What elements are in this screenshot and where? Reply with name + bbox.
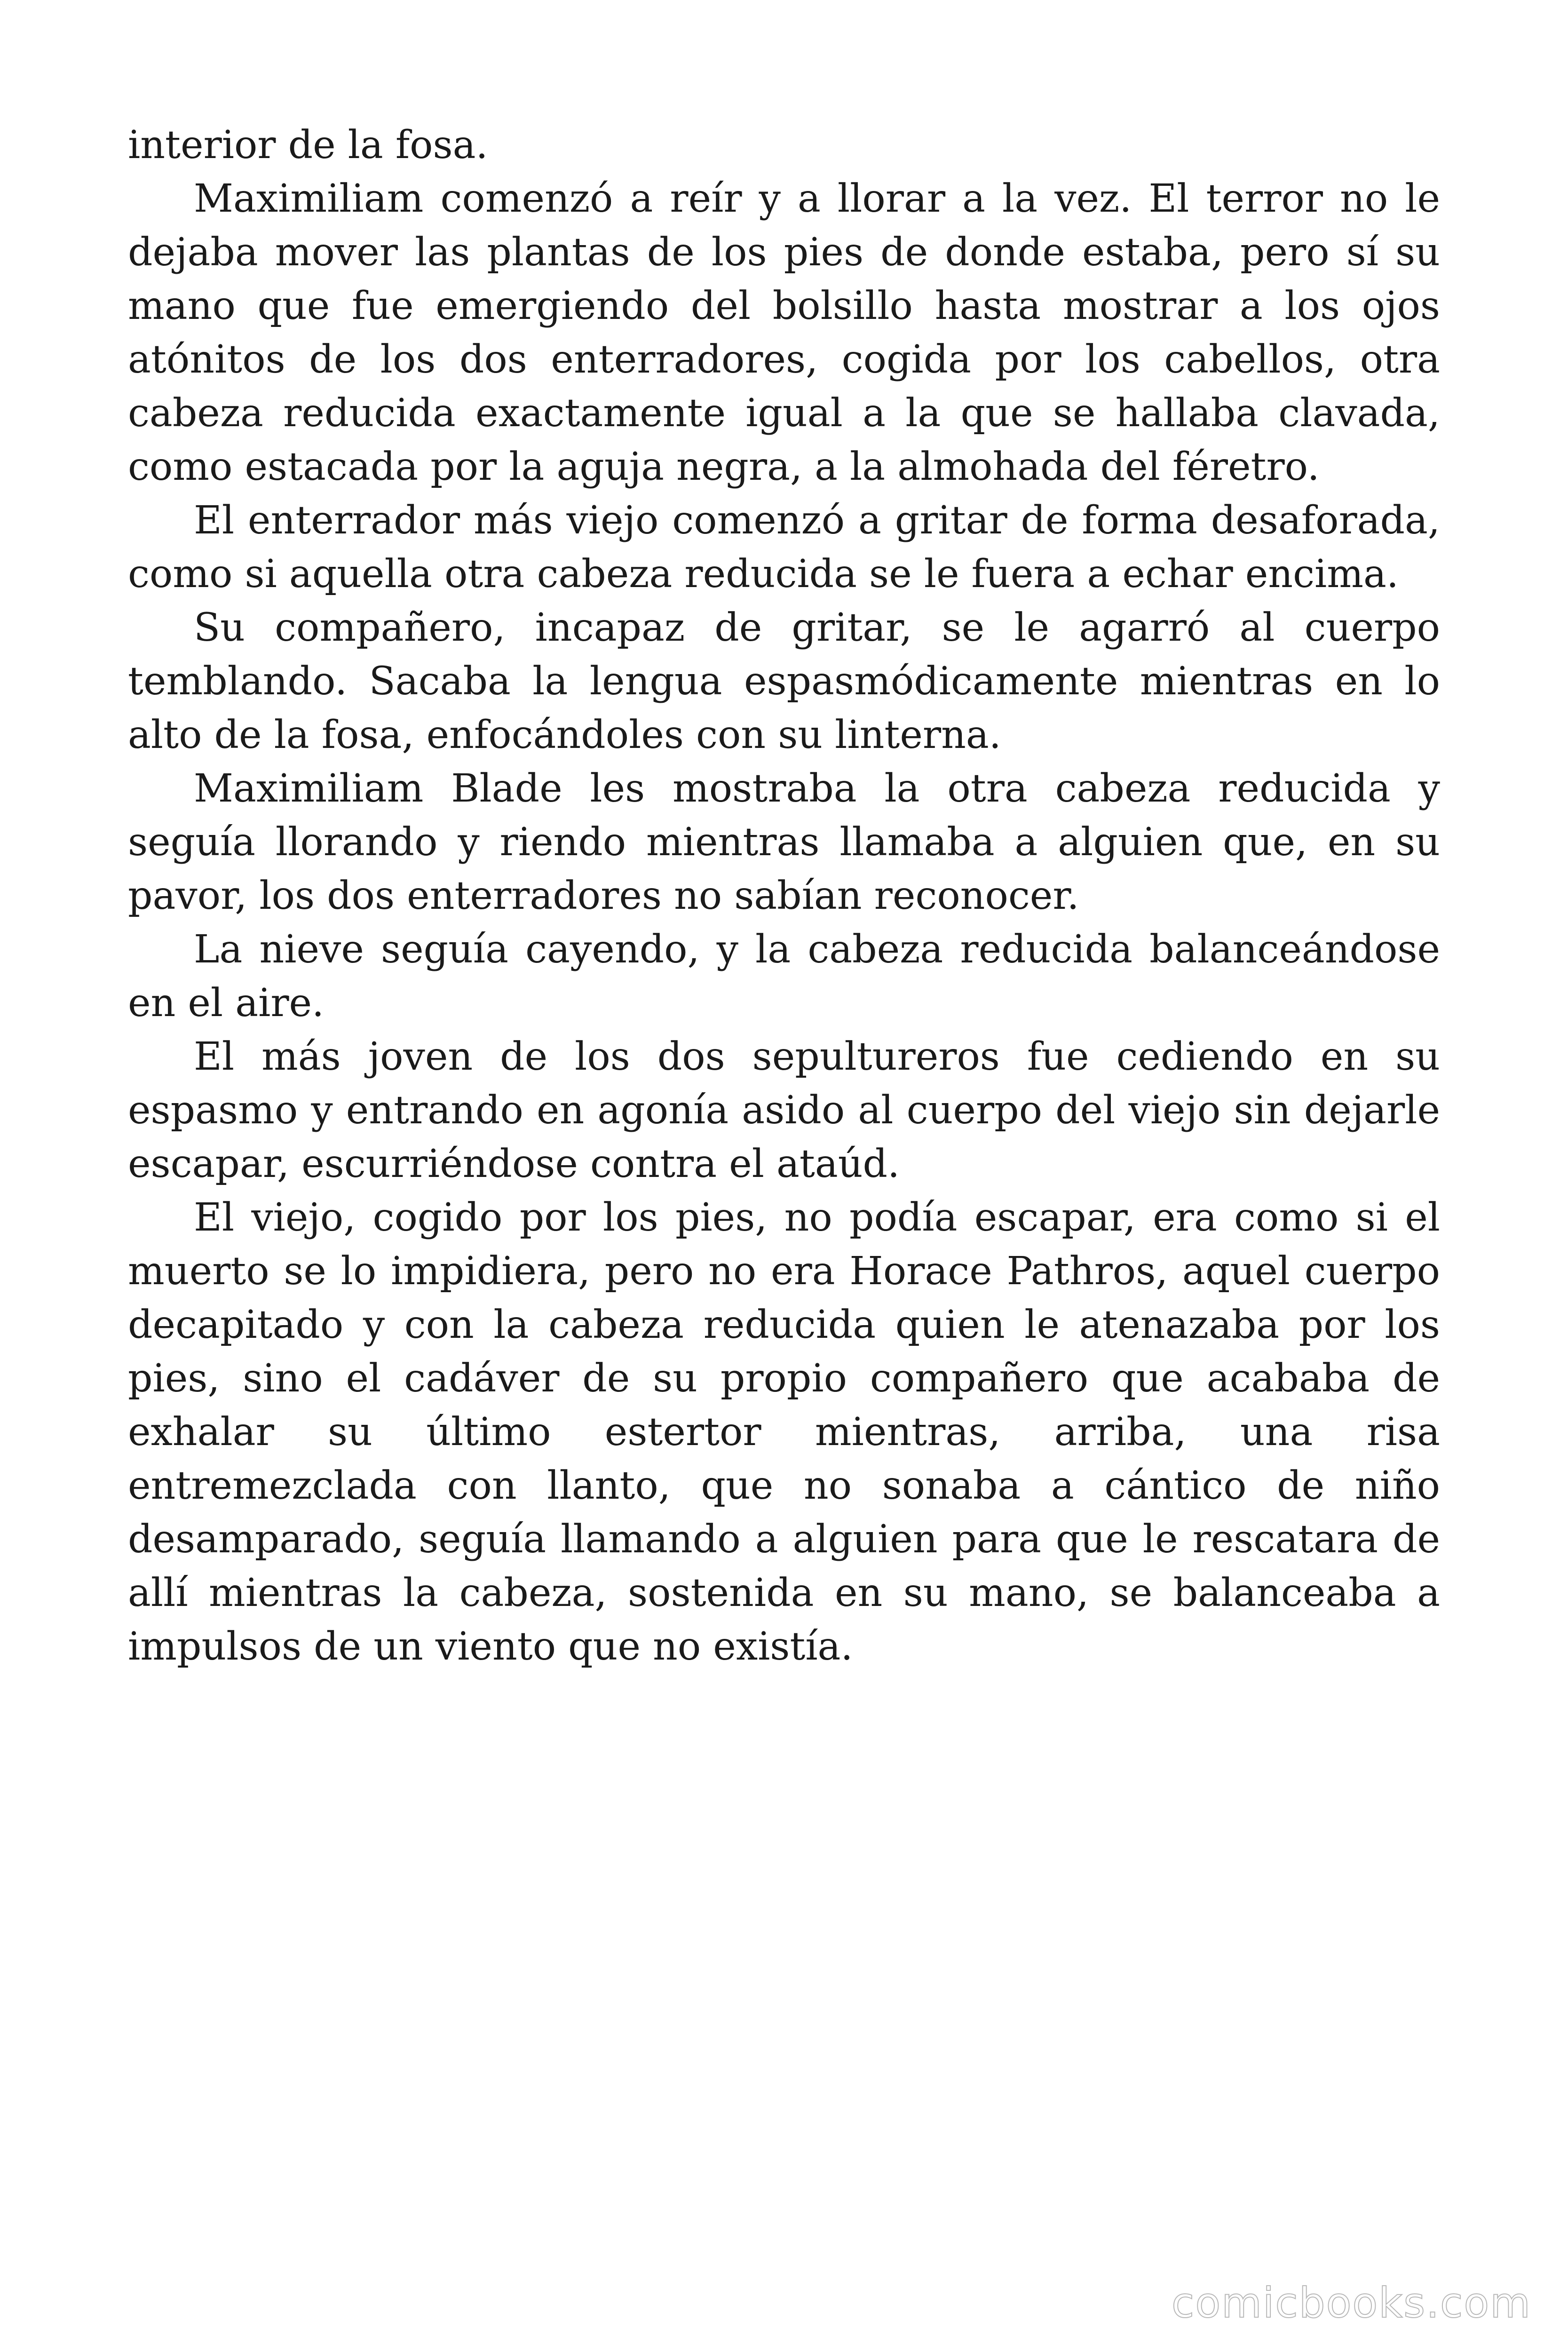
paragraph-8: El viejo, cogido por los pies, no podía escapar, era como si el muerto se lo impidiera, pero no era Horace Pathros, aquel cuerpo decapitado y con la cabeza reducida quien le atenazaba por los pies, sino el cadáver de su propio compañero que acababa de exhalar su último estertor mientras, arriba, una risa entremezclada con llanto, que no sonaba a cántico de niño desamparado, seguía llamando a alguien para que le rescatara de allí mientras la cabeza, sostenida en su mano, se balanceaba a impulsos de un viento que no existía.: [128, 1195, 1440, 1669]
watermark: comicbooks.com: [1171, 2279, 1531, 2327]
paragraph-5: Maximiliam Blade les mostraba la otra cabeza reducida y seguía llorando y riendo mientras llamaba a alguien que, en su pavor, los dos enterradores no sabían reconocer.: [128, 766, 1440, 918]
page-body: [128, 119, 1440, 1674]
paragraph-3: El enterrador más viejo comenzó a gritar de forma desaforada, como si aquella otra cabeza reducida se le fuera a echar encima.: [128, 498, 1440, 596]
paragraph-1: interior de la fosa.: [128, 123, 488, 167]
paragraph-6: La nieve seguía cayendo, y la cabeza reducida balanceándose en el aire.: [128, 927, 1440, 1025]
paragraph-2: Maximiliam comenzó a reír y a llorar a la vez. El terror no le dejaba mover las plantas de los pies de donde estaba, pero sí su mano que fue emergiendo del bolsillo hasta mostrar a los ojos atónitos de los dos enterradores, cogida por los cabellos, otra cabeza reducida exactamente igual a la que se hallaba clavada, como estacada por la aguja negra, a la almohada del féretro.: [128, 176, 1440, 489]
paragraph-7: El más joven de los dos sepultureros fue cediendo en su espasmo y entrando en agonía asido al cuerpo del viejo sin dejarle escapar, escurriéndose contra el ataúd.: [128, 1034, 1440, 1186]
paragraph-4: Su compañero, incapaz de gritar, se le agarró al cuerpo temblando. Sacaba la lengua espasmódicamente mientras en lo alto de la fosa, enfocándoles con su linterna.: [128, 605, 1440, 757]
